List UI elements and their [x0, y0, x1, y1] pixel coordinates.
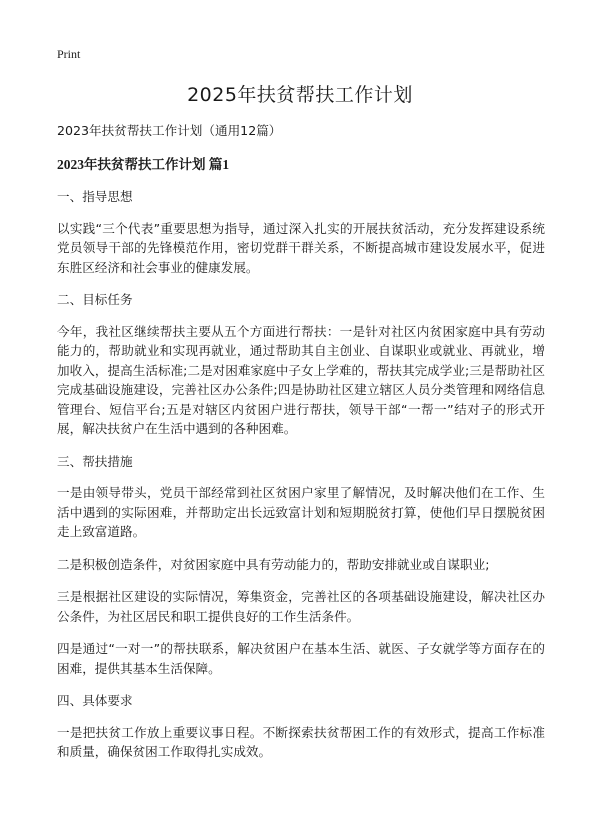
- paragraph: 一是由领导带头，党员干部经常到社区贫困户家里了解情况，及时解决他们在工作、生活中遇到的实际困难，并帮助定出长远致富计划和短期脱贫打算，使他们早日摆脱贫困走上致富道路。: [57, 485, 545, 539]
- document-subtitle: 2023年扶贫帮扶工作计划（通用12篇）: [57, 123, 282, 138]
- section-heading-guiding-ideology: 一、指导思想: [57, 189, 133, 204]
- paragraph: 今年，我社区继续帮扶主要从五个方面进行帮扶：一是针对社区内贫困家庭中具有劳动能力的，帮助就业和实现再就业，通过帮助其自主创业、自谋职业或就业、再就业，增加收入，提高生活标准;二是对困难家庭中子女上学难的，帮扶其完成学业;三是帮助社区完成基础设施建设，完善社区办公条件;四是协助社区建立辖区人员分类管理和网络信息管理台、短信平台;五是对辖区内贫困户进行帮扶，领导干部“一帮一”结对子的形式开展，解决扶贫户在生活中遇到的各种困难。: [57, 323, 545, 436]
- section-heading-goals: 二、目标任务: [57, 292, 133, 307]
- document-title: 2025年扶贫帮扶工作计划: [187, 84, 413, 106]
- section-heading-requirements: 四、具体要求: [57, 693, 133, 708]
- paragraph: 一是把扶贫工作放上重要议事日程。不断探索扶贫帮困工作的有效形式，提高工作标准和质量，确保贫困工作取得扎实成效。: [57, 724, 545, 759]
- paragraph: 四是通过“一对一”的帮扶联系，解决贫困户在基本生活、就医、子女就学等方面存在的困难，提供其基本生活保障。: [57, 641, 545, 676]
- paragraph: 二是积极创造条件，对贫困家庭中具有劳动能力的，帮助安排就业或自谋职业;: [57, 556, 490, 572]
- paragraph: 三是根据社区建设的实际情况，筹集资金，完善社区的各项基础设施建设，解决社区办公条件，为社区居民和职工提供良好的工作生活条件。: [57, 589, 545, 624]
- document-body: [57, 121, 545, 775]
- section-heading-measures: 三、帮扶措施: [57, 453, 133, 469]
- print-link[interactable]: Print: [57, 47, 81, 61]
- paragraph: 以实践“三个代表”重要思想为指导，通过深入扎实的开展扶贫活动，充分发挥建设系统党员领导干部的先锋模范作用，密切党群干群关系，不断提高城市建设发展水平，促进东胜区经济和社会事业的健康发展。: [57, 220, 545, 275]
- article-title: 2023年扶贫帮扶工作计划 篇1: [57, 156, 230, 172]
